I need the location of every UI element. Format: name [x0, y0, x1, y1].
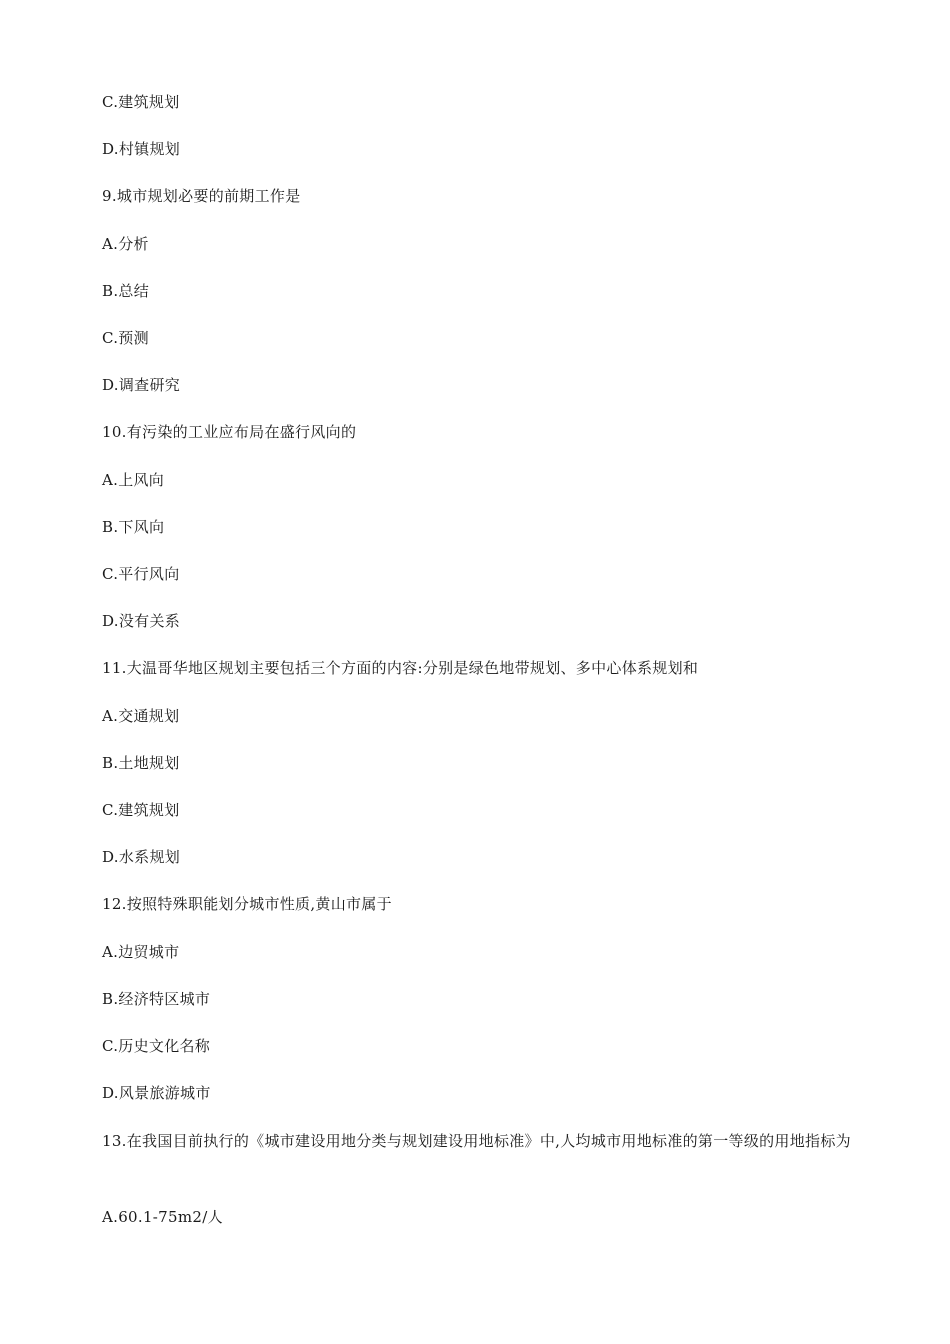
question-10-option-d: D.没有关系 [102, 612, 181, 630]
question-9-option-d: D.调查研究 [102, 376, 181, 394]
question-12-option-b: B.经济特区城市 [102, 990, 211, 1008]
option-c-architecture-planning: C.建筑规划 [102, 93, 180, 111]
question-9-option-c: C.预测 [102, 329, 149, 347]
question-12: 12.按照特殊职能划分城市性质,黄山市属于 [102, 895, 392, 913]
question-13: 13.在我国目前执行的《城市建设用地分类与规划建设用地标准》中,人均城市用地标准的第一等级的用地指标为 [102, 1132, 851, 1150]
question-9-option-a: A.分析 [102, 235, 149, 253]
question-12-option-c: C.历史文化名称 [102, 1037, 211, 1055]
question-11: 11.大温哥华地区规划主要包括三个方面的内容:分别是绿色地带规划、多中心体系规划和 [102, 659, 699, 677]
question-11-option-c: C.建筑规划 [102, 801, 180, 819]
question-10-option-a: A.上风向 [102, 471, 165, 489]
question-10: 10.有污染的工业应布局在盛行风向的 [102, 423, 357, 441]
question-10-option-b: B.下风向 [102, 518, 165, 536]
question-9: 9.城市规划必要的前期工作是 [102, 187, 301, 205]
question-12-option-a: A.边贸城市 [102, 943, 180, 961]
question-11-option-b: B.土地规划 [102, 754, 180, 772]
question-9-option-b: B.总结 [102, 282, 149, 300]
option-d-village-planning: D.村镇规划 [102, 140, 181, 158]
question-11-option-d: D.水系规划 [102, 848, 181, 866]
question-12-option-d: D.风景旅游城市 [102, 1084, 211, 1102]
question-13-option-a: A.60.1-75m2/人 [102, 1208, 223, 1226]
question-10-option-c: C.平行风向 [102, 565, 180, 583]
question-11-option-a: A.交通规划 [102, 707, 180, 725]
